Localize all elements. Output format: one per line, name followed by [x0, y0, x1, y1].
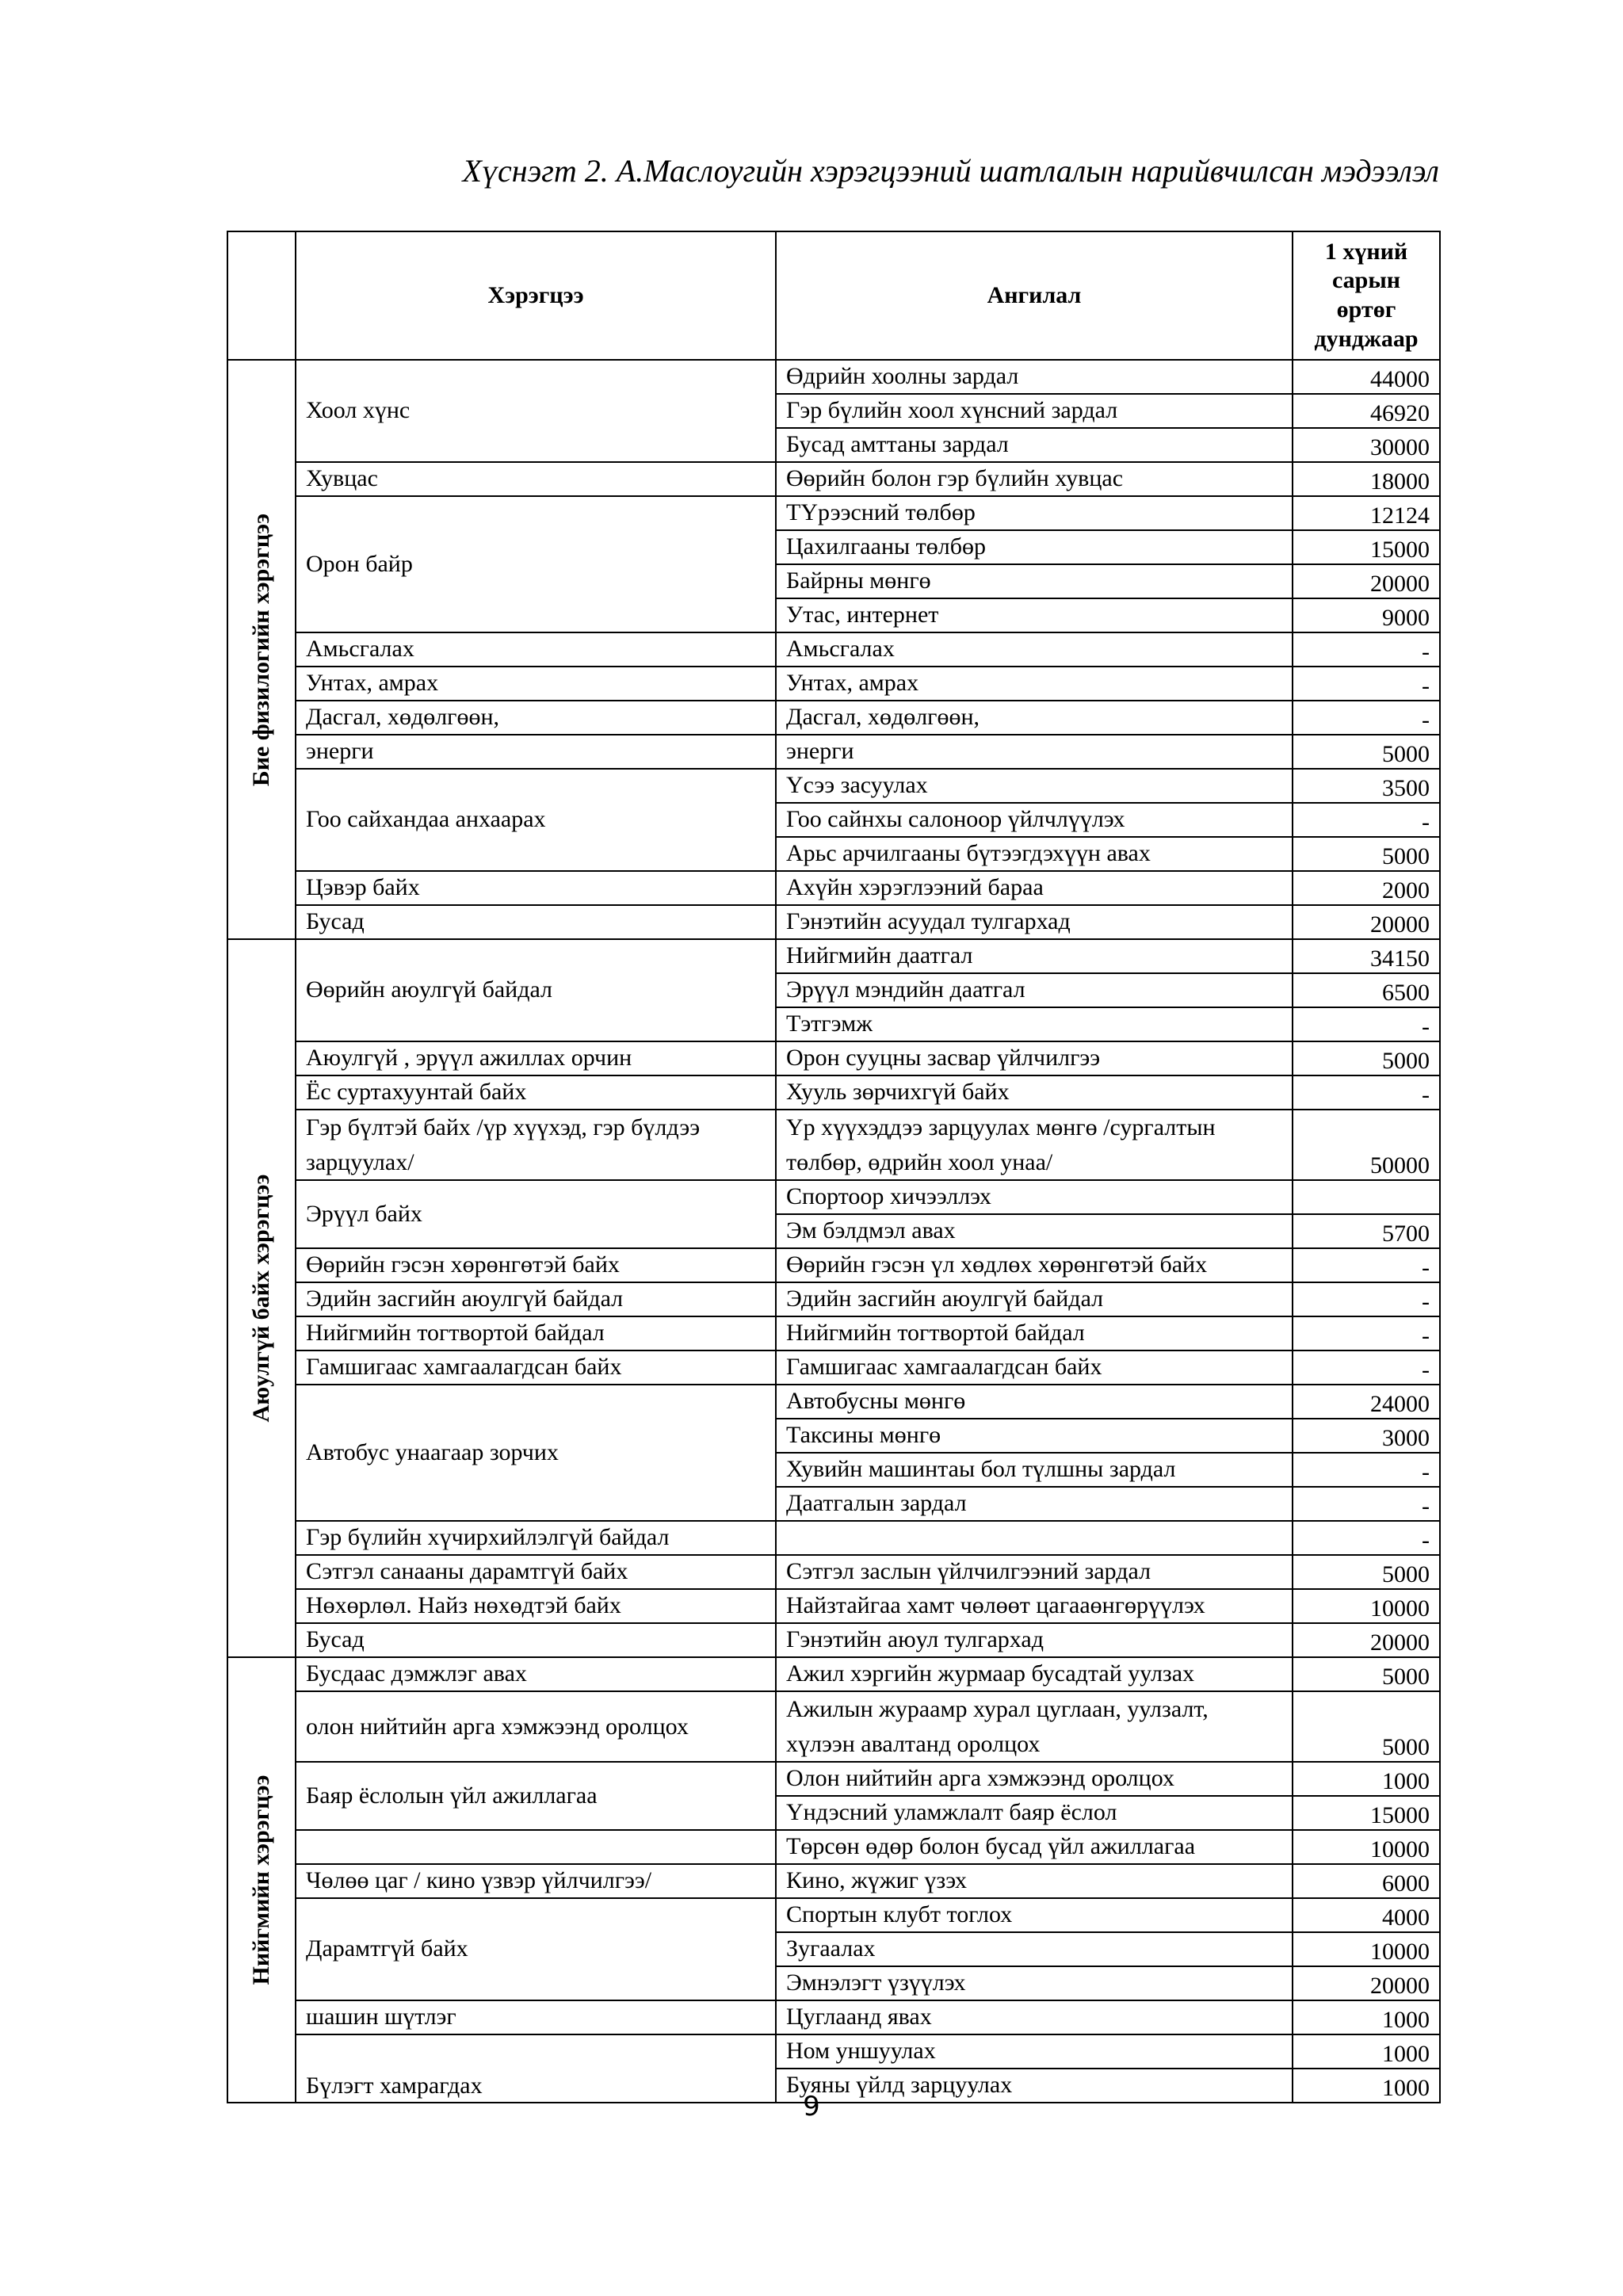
category-cell: Спортын клубт тоглох [776, 1898, 1293, 1932]
need-cell [296, 1830, 776, 1864]
need-cell: Ёс суртахуунтай байх [296, 1075, 776, 1110]
category-cell: Кино, жүжиг үзэх [776, 1864, 1293, 1898]
cost-cell: 5000 [1293, 1555, 1440, 1589]
cost-cell: 6500 [1293, 973, 1440, 1007]
page-title: Хүснэгт 2. А.Маслоугийн хэрэгцээний шатлалын нарийвчилсан мэдээлэл [462, 153, 1439, 189]
table-row [227, 2000, 1440, 2034]
category-cell: Арьс арчилгааны бүтээгдэхүүн авах [776, 837, 1293, 871]
table-row [227, 360, 1440, 394]
table-row [227, 769, 1440, 803]
cost-cell: 20000 [1293, 1623, 1440, 1657]
cost-cell: - [1293, 701, 1440, 735]
need-cell: Бусдаас дэмжлэг авах [296, 1657, 776, 1691]
cost-cell: 4000 [1293, 1898, 1440, 1932]
category-cell: Амьсгалах [776, 632, 1293, 667]
cost-cell: 5000 [1293, 1657, 1440, 1691]
need-cell: Бусад [296, 1623, 776, 1657]
category-cell: Дасгал, хөдөлгөөн, [776, 701, 1293, 735]
cost-cell: - [1293, 1282, 1440, 1316]
cost-cell: - [1293, 1487, 1440, 1521]
group-physiological-label: Бие физилогийн хэрэгцээ [248, 513, 274, 786]
cost-cell: 10000 [1293, 1932, 1440, 1966]
table-row [227, 1385, 1440, 1419]
cost-cell: 10000 [1293, 1589, 1440, 1623]
need-cell: Хоол хүнс [296, 360, 776, 462]
table-row [227, 1864, 1440, 1898]
category-cell: Таксины мөнгө [776, 1419, 1293, 1453]
cost-cell: - [1293, 1075, 1440, 1110]
cost-cell: 20000 [1293, 564, 1440, 598]
table-row [227, 1555, 1440, 1589]
category-cell: Найзтайгаа хамт чөлөөт цагааөнгөрүүлэх [776, 1589, 1293, 1623]
cost-cell: - [1293, 1007, 1440, 1041]
need-cell: Бүлэгт хамрагдах [296, 2034, 776, 2103]
category-cell: Тэтгэмж [776, 1007, 1293, 1041]
cost-cell: 50000 [1293, 1110, 1440, 1180]
cost-cell: - [1293, 1248, 1440, 1282]
cost-cell: 5000 [1293, 735, 1440, 769]
header-group-empty [227, 231, 296, 360]
category-cell: Бусад амттаны зардал [776, 428, 1293, 462]
cost-cell: 3000 [1293, 1419, 1440, 1453]
cost-cell: 15000 [1293, 530, 1440, 564]
table-row [227, 1316, 1440, 1350]
cost-cell: 1000 [1293, 1762, 1440, 1796]
cost-cell: 20000 [1293, 1966, 1440, 2000]
maslow-needs-table [227, 231, 1441, 2103]
category-cell: Гэр бүлийн хоол хүнсний зардал [776, 394, 1293, 428]
table-row [227, 1691, 1440, 1762]
table-row [227, 1110, 1440, 1180]
need-cell: Амьсгалах [296, 632, 776, 667]
need-cell: Гэр бүлийн хүчирхийлэлгүй байдал [296, 1521, 776, 1555]
page-number: 9 [803, 2091, 820, 2122]
category-cell: Өөрийн гэсэн үл хөдлөх хөрөнгөтэй байх [776, 1248, 1293, 1282]
cost-cell: 20000 [1293, 905, 1440, 939]
cost-cell: 18000 [1293, 462, 1440, 496]
table-row [227, 2034, 1440, 2069]
cost-cell: 10000 [1293, 1830, 1440, 1864]
category-cell: Нийгмийн тогтвортой байдал [776, 1316, 1293, 1350]
need-cell: Өөрийн аюулгүй байдал [296, 939, 776, 1041]
cost-cell: 5000 [1293, 1691, 1440, 1762]
cost-cell: 1000 [1293, 2034, 1440, 2069]
need-cell: Нөхөрлөл. Найз нөхөдтэй байх [296, 1589, 776, 1623]
category-cell: Цуглаанд явах [776, 2000, 1293, 2034]
cost-cell: 9000 [1293, 598, 1440, 632]
header-category: Ангилал [776, 231, 1293, 360]
table-row [227, 1589, 1440, 1623]
cost-cell: 1000 [1293, 2069, 1440, 2103]
cost-cell: 24000 [1293, 1385, 1440, 1419]
need-cell: Эдийн засгийн аюулгүй байдал [296, 1282, 776, 1316]
need-cell: Дасгал, хөдөлгөөн, [296, 701, 776, 735]
category-cell: Эм бэлдмэл авах [776, 1214, 1293, 1248]
category-cell: Нийгмийн даатгал [776, 939, 1293, 973]
category-cell: Унтах, амрах [776, 667, 1293, 701]
need-cell: Гамшигаас хамгаалагдсан байх [296, 1350, 776, 1385]
category-cell: Гэнэтийн асуудал тулгархад [776, 905, 1293, 939]
category-cell: Утас, интернет [776, 598, 1293, 632]
header-cost: 1 хүний сарын өртөг дунджаар [1293, 231, 1440, 360]
category-cell: Үр хүүхэддээ зарцуулах мөнгө /сургалтын төлбөр, өдрийн хоол унаа/ [776, 1110, 1293, 1180]
category-cell: Олон нийтийн арга хэмжээнд оролцох [776, 1762, 1293, 1796]
category-cell: Спортоор хичээллэх [776, 1180, 1293, 1214]
table-row [227, 1075, 1440, 1110]
category-cell: Зугаалах [776, 1932, 1293, 1966]
cost-cell: - [1293, 803, 1440, 837]
category-cell: Даатгалын зардал [776, 1487, 1293, 1521]
category-cell: Гамшигаас хамгаалагдсан байх [776, 1350, 1293, 1385]
cost-cell: 44000 [1293, 360, 1440, 394]
need-cell: Автобус унаагаар зорчих [296, 1385, 776, 1521]
table-row [227, 701, 1440, 735]
need-cell: Чөлөө цаг / кино үзвэр үйлчилгээ/ [296, 1864, 776, 1898]
need-cell: Унтах, амрах [296, 667, 776, 701]
cost-cell: - [1293, 632, 1440, 667]
cost-cell: - [1293, 1350, 1440, 1385]
table-row [227, 1350, 1440, 1385]
cost-cell: 1000 [1293, 2000, 1440, 2034]
cost-cell: - [1293, 667, 1440, 701]
table-row [227, 1041, 1440, 1075]
table-row [227, 632, 1440, 667]
group-safety-label: Аюулгүй байх хэрэгцээ [248, 1174, 274, 1423]
cost-cell: - [1293, 1521, 1440, 1555]
cost-cell [1293, 1180, 1440, 1214]
cost-cell: 6000 [1293, 1864, 1440, 1898]
category-cell: Ажил хэргийн журмаар бусадтай уулзах [776, 1657, 1293, 1691]
cost-cell: 5700 [1293, 1214, 1440, 1248]
category-cell: Автобусны мөнгө [776, 1385, 1293, 1419]
need-cell: энерги [296, 735, 776, 769]
cost-cell: - [1293, 1453, 1440, 1487]
category-cell: Гэнэтийн аюул тулгархад [776, 1623, 1293, 1657]
category-cell: Эмнэлэгт үзүүлэх [776, 1966, 1293, 2000]
need-cell: Аюулгүй , эрүүл ажиллах орчин [296, 1041, 776, 1075]
cost-cell: 34150 [1293, 939, 1440, 973]
category-cell: Ажилын жураамр хурал цуглаан, уулзалт, хүлээн авалтанд оролцох [776, 1691, 1293, 1762]
cost-cell: 5000 [1293, 1041, 1440, 1075]
header-row [227, 231, 1440, 360]
category-cell: Орон сууцны засвар үйлчилгээ [776, 1041, 1293, 1075]
group-social-label: Нийгмийн хэрэгцээ [248, 1775, 274, 1985]
need-cell: Баяр ёслолын үйл ажиллагаа [296, 1762, 776, 1830]
table-row [227, 871, 1440, 905]
category-cell: Үсээ засуулах [776, 769, 1293, 803]
need-cell: Бусад [296, 905, 776, 939]
group-physiological-label-cell [227, 360, 296, 939]
table-row [227, 905, 1440, 939]
need-cell: олон нийтийн арга хэмжээнд оролцох [296, 1691, 776, 1762]
category-cell [776, 1521, 1293, 1555]
cost-cell: 2000 [1293, 871, 1440, 905]
need-cell: Гэр бүлтэй байх /үр хүүхэд, гэр бүлдээ зарцуулах/ [296, 1110, 776, 1180]
table-row [227, 1762, 1440, 1796]
table-row [227, 939, 1440, 973]
table-row [227, 1898, 1440, 1932]
category-cell: Сэтгэл заслын үйлчилгээний зардал [776, 1555, 1293, 1589]
category-cell: Төрсөн өдөр болон бусад үйл ажиллагаа [776, 1830, 1293, 1864]
category-cell: энерги [776, 735, 1293, 769]
category-cell: Эрүүл мэндийн даатгал [776, 973, 1293, 1007]
need-cell: Цэвэр байх [296, 871, 776, 905]
need-cell: Гоо сайхандаа анхаарах [296, 769, 776, 871]
need-cell: Дарамтгүй байх [296, 1898, 776, 2000]
table-row [227, 1282, 1440, 1316]
cost-cell: 15000 [1293, 1796, 1440, 1830]
table-row [227, 667, 1440, 701]
need-cell: Хувцас [296, 462, 776, 496]
category-cell: Ном уншуулах [776, 2034, 1293, 2069]
table-row [227, 1657, 1440, 1691]
cost-cell: 3500 [1293, 769, 1440, 803]
table-row [227, 1248, 1440, 1282]
cost-cell: 30000 [1293, 428, 1440, 462]
need-cell: Өөрийн гэсэн хөрөнгөтэй байх [296, 1248, 776, 1282]
category-cell: Цахилгааны төлбөр [776, 530, 1293, 564]
cost-cell: 46920 [1293, 394, 1440, 428]
table-row [227, 1623, 1440, 1657]
category-cell: Хууль зөрчихгүй байх [776, 1075, 1293, 1110]
category-cell: ТҮрээсний төлбөр [776, 496, 1293, 530]
category-cell: Ахүйн хэрэглээний бараа [776, 871, 1293, 905]
cost-cell: 5000 [1293, 837, 1440, 871]
category-cell: Өдрийн хоолны зардал [776, 360, 1293, 394]
table-row [227, 1180, 1440, 1214]
category-cell: Өөрийн болон гэр бүлийн хувцас [776, 462, 1293, 496]
category-cell: Хувийн машинтаы бол түлшны зардал [776, 1453, 1293, 1487]
category-cell: Гоо сайнхы салоноор үйлчлүүлэх [776, 803, 1293, 837]
need-cell: Орон байр [296, 496, 776, 632]
cost-cell: - [1293, 1316, 1440, 1350]
need-cell: Сэтгэл санааны дарамтгүй байх [296, 1555, 776, 1589]
table-row [227, 496, 1440, 530]
category-cell: Буяны үйлд зарцуулах [776, 2069, 1293, 2103]
group-social-label-cell [227, 1657, 296, 2103]
category-cell: Байрны мөнгө [776, 564, 1293, 598]
table-row [227, 1521, 1440, 1555]
table-row [227, 1830, 1440, 1864]
need-cell: Эрүүл байх [296, 1180, 776, 1248]
need-cell: шашин шүтлэг [296, 2000, 776, 2034]
category-cell: Үндэсний уламжлалт баяр ёслол [776, 1796, 1293, 1830]
need-cell: Нийгмийн тогтвортой байдал [296, 1316, 776, 1350]
table-row [227, 735, 1440, 769]
header-need: Хэрэгцээ [296, 231, 776, 360]
table-row [227, 462, 1440, 496]
group-safety-label-cell [227, 939, 296, 1657]
category-cell: Эдийн засгийн аюулгүй байдал [776, 1282, 1293, 1316]
cost-cell: 12124 [1293, 496, 1440, 530]
